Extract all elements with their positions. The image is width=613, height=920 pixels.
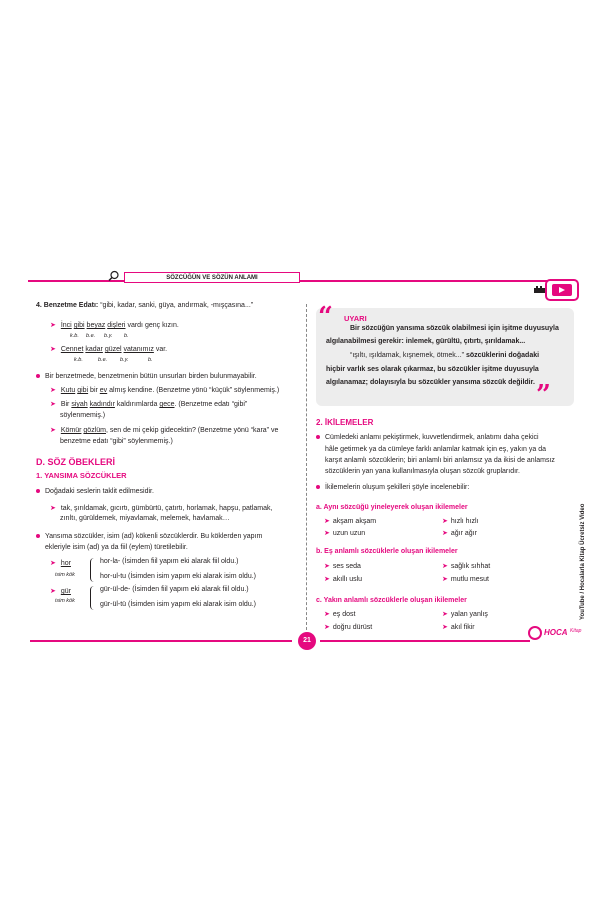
sub3-w2: gözlüm <box>83 427 106 434</box>
root2-derivation-2: gür-ül-tü (İsimden isim yapım eki alarak isim oldu.) <box>100 601 256 608</box>
bullet-3 <box>36 533 262 540</box>
root1-derivation-1: hor-la- (İsimden fiil yapım eki alarak fiil oldu.) <box>100 558 239 565</box>
group-c-item <box>442 623 475 631</box>
group-b-item-text: sağlık sıhhat <box>450 563 491 570</box>
ex2-l1: k.b. <box>74 357 83 363</box>
warning-box <box>316 302 574 410</box>
item-4-title: Benzetme Edatı: <box>43 302 99 309</box>
ex1-rest: vardı genç kızın. <box>127 322 179 329</box>
side-label <box>580 500 594 620</box>
page-number-badge <box>298 632 316 650</box>
sub3-w1: Kömür <box>60 427 82 434</box>
right-bullet-2 <box>316 484 469 491</box>
root1-derivation-2: hor-ul-tu (İsimden isim yapım eki alarak isim oldu.) <box>100 573 256 580</box>
root2-word: gür <box>60 588 71 595</box>
sub3-rest: , sen de mi çekip gidecektin? (Benzetme yönü “kara” ve <box>105 427 279 434</box>
bullet-icon <box>316 485 320 489</box>
sub2-rest: . (Benzetme edatı “gibi” <box>174 401 248 408</box>
right-bullet1-l3: karşıt anlamlı sözcüklerin; biri anlamlı biri anlamsız ya da ikisi de anlamsız <box>325 457 555 464</box>
sub-2-line2: söylenmemiş.) <box>60 412 106 419</box>
bullet-3-line2: ekleriyle isim (ad) ya da fiil (eylem) türetilebilir. <box>45 544 188 551</box>
ex1-w2: gibi <box>73 322 85 329</box>
sub1-mid: bir <box>90 387 98 394</box>
group-b-item-text: ses seda <box>332 563 361 570</box>
sub-3 <box>50 426 278 434</box>
group-c-item-text: akıl fikir <box>450 624 475 631</box>
ex2-l3: b.y. <box>120 357 129 363</box>
magnifier-icon <box>108 270 120 282</box>
bullet-1 <box>36 373 257 380</box>
ex2-w4: vatanımız <box>123 346 154 353</box>
section-2-title: 2. İKİLEMELER <box>316 418 374 427</box>
bullet-3-line1: Yansıma sözcükler, isim (ad) kökenli sözcüklerdir. Bu köklerden yapım <box>45 533 263 540</box>
item-4-text: “gibi, kadar, sanki, güya, andırmak, -mışçasına...” <box>100 302 254 309</box>
root1-word: hor <box>60 560 71 567</box>
right-bullet1-l1: Cümledeki anlamı pekiştirmek, kuvvetlendirmek, anlatımı daha çekici <box>325 434 539 441</box>
right-bullet1-l2: hâle getirmek ya da cümleye farklı anlamlar katmak için eş, yakın ya da <box>325 446 546 453</box>
header-bar <box>28 270 548 284</box>
section-d-title: D. SÖZ ÖBEKLERİ <box>36 457 116 467</box>
right-bullet2-text: İkilemelerin oluşum şekilleri şöyle incelenebilir: <box>325 484 470 491</box>
warning-p2 <box>350 352 539 359</box>
ex2-w1: Cennet <box>60 346 84 353</box>
sub1-w3: ev <box>99 387 108 394</box>
example-1 <box>50 321 179 329</box>
group-b-item <box>324 562 361 570</box>
arrow-icon: ➤ <box>50 322 56 329</box>
sub2-pre: Bir <box>60 401 70 408</box>
arrow-icon: ➤ <box>50 427 56 434</box>
arrow-icon: ➤ <box>442 518 448 525</box>
right-bullet-1 <box>316 434 539 441</box>
footer-line-right <box>320 640 530 642</box>
warning-p2b: sözcüklerini doğadaki <box>465 352 540 359</box>
sub-1 <box>50 386 279 394</box>
group-a-item <box>324 517 376 525</box>
arrow-icon: ➤ <box>324 611 330 618</box>
group-c-title: c. Yakın anlamlı sözcüklerle oluşan ikilemeler <box>316 597 467 604</box>
group-c-item <box>442 610 488 618</box>
group-c-item-text: yalan yanlış <box>450 611 488 618</box>
group-a-item-text: ağır ağır <box>450 530 477 537</box>
root-2 <box>50 587 71 595</box>
group-b-item <box>442 562 490 570</box>
arrow-icon: ➤ <box>442 611 448 618</box>
sub1-rest: almış kendine. (Benzetme yönü “küçük” söylenmemiş.) <box>109 387 280 394</box>
ex1-l1: k.b. <box>70 333 79 339</box>
ex2-w3: güzel <box>104 346 122 353</box>
arrow-icon: ➤ <box>50 560 56 567</box>
ex1-l4: b. <box>124 333 129 339</box>
group-b-item <box>324 575 362 583</box>
warning-p2c: hiçbir varlık ses olarak çıkarmaz, bu sözcükler işitme duyusuyla <box>326 366 539 373</box>
group-a-title: a. Aynı sözcüğü yineleyerek oluşan ikilemeler <box>316 504 468 511</box>
footer-line-left <box>30 640 292 642</box>
arrow-icon: ➤ <box>50 401 56 408</box>
sub2-mid: kaldırımlarda <box>116 401 158 408</box>
group-c-item <box>324 623 372 631</box>
group-a-item <box>442 517 479 525</box>
arrow-icon: ➤ <box>50 387 56 394</box>
ex2-l2: b.e. <box>98 357 108 363</box>
group-a-item-text: uzun uzun <box>332 530 366 537</box>
brace-icon <box>90 558 96 582</box>
bullet-icon <box>316 435 320 439</box>
brand-logo <box>528 624 584 644</box>
warning-p1b: algılanabilmesi gerekir: inlemek, gürültü, çıtırtı, şırıldamak... <box>326 338 526 345</box>
arrow-icon: ➤ <box>442 530 448 537</box>
group-b-title: b. Eş anlamlı sözcüklerle oluşan ikilemeler <box>316 548 458 555</box>
ex1-l2: b.e. <box>86 333 96 339</box>
group-c-item-text: eş dost <box>332 611 356 618</box>
bullet-icon <box>36 374 40 378</box>
media-tabs-icon <box>534 276 582 302</box>
side-text: YouTube / Hocalarla Kitap Ücretsiz Video <box>580 503 586 620</box>
arrow-icon: ➤ <box>442 624 448 631</box>
right-bullet1-l4: sözcüklerin yan yana kullanılmasıyla oluşan sözcük gruplarıdır. <box>325 468 520 475</box>
section-1-title: 1. YANSIMA SÖZCÜKLER <box>36 471 127 480</box>
group-a-item <box>442 529 477 537</box>
group-a-item <box>324 529 365 537</box>
bullet-2 <box>36 488 154 495</box>
quote-open-icon: “ <box>318 302 333 332</box>
root-1-label: isim kök <box>55 572 75 578</box>
root-2-label: isim kök <box>55 598 75 604</box>
header-title: SÖZCÜĞÜN VE SÖZÜN ANLAMI <box>166 275 258 281</box>
group-c-item <box>324 610 355 618</box>
root2-derivation-1: gür-ül-de- (İsimden fiil yapım eki alarak fiil oldu.) <box>100 586 249 593</box>
sub4-line1: tak, şırıldamak, gıcırtı, gümbürtü, çatırtı, horlamak, hapşu, patlamak, <box>60 505 273 512</box>
example-2 <box>50 345 167 353</box>
ex1-w3: beyaz <box>86 322 106 329</box>
arrow-icon: ➤ <box>50 505 56 512</box>
page-number: 21 <box>303 637 311 644</box>
sub-4-line2: zırıltı, gürüldemek, miyavlamak, melemek, havlamak… <box>60 515 230 522</box>
arrow-icon: ➤ <box>324 624 330 631</box>
warning-p2a: “ışıltı, ışıldamak, kışnemek, ötmek...” <box>350 352 464 359</box>
group-a-item-text: akşam akşam <box>332 518 377 525</box>
group-b-item <box>442 575 489 583</box>
warning-p1a: Bir sözcüğün yansıma sözcük olabilmesi için işitme duyusuyla <box>350 325 559 332</box>
group-b-item-text: akıllı uslu <box>332 576 363 583</box>
bullet-icon <box>36 534 40 538</box>
ex1-w1: İnci <box>60 322 72 329</box>
sub2-w2: kadındır <box>89 401 115 408</box>
arrow-icon: ➤ <box>442 563 448 570</box>
sub1-w1: Kutu <box>60 387 76 394</box>
ex1-l3: b.y. <box>104 333 113 339</box>
bullet-1-text: Bir benzetmede, benzetmenin bütün unsurları birden bulunmayabilir. <box>45 373 257 380</box>
arrow-icon: ➤ <box>324 563 330 570</box>
ex2-rest: var. <box>155 346 168 353</box>
ex2-w2: kadar <box>85 346 103 353</box>
sub-3-line2: benzetme edatı “gibi” söylenmemiş.) <box>60 438 173 445</box>
quote-close-icon: ” <box>536 380 551 410</box>
arrow-icon: ➤ <box>324 518 330 525</box>
item-4 <box>36 302 253 309</box>
warning-p2d: algılanamaz; dolayısıyla bu sözcükler yansıma sözcük değildir. <box>326 379 535 386</box>
arrow-icon: ➤ <box>324 530 330 537</box>
logo-tail: Kitap <box>570 628 582 634</box>
logo-mark-icon <box>528 626 542 640</box>
group-a-item-text: hızlı hızlı <box>450 518 479 525</box>
arrow-icon: ➤ <box>324 576 330 583</box>
column-divider <box>306 304 307 630</box>
header-title-box <box>124 272 300 283</box>
sub-4 <box>50 504 272 512</box>
logo-text: HOCA <box>544 628 568 637</box>
ex2-l4: b. <box>148 357 153 363</box>
arrow-icon: ➤ <box>442 576 448 583</box>
item-4-num: 4. <box>36 302 42 309</box>
sub2-w1: siyah <box>71 401 88 408</box>
warning-title: UYARI <box>344 314 367 323</box>
ex1-w4: dişleri <box>107 322 126 329</box>
group-b-item-text: mutlu mesut <box>450 576 489 583</box>
group-c-item-text: doğru dürüst <box>332 624 373 631</box>
root-1 <box>50 559 71 567</box>
arrow-icon: ➤ <box>50 588 56 595</box>
sub1-w2: gibi <box>77 387 89 394</box>
arrow-icon: ➤ <box>50 346 56 353</box>
sub-2 <box>50 400 247 408</box>
bullet-2-text: Doğadaki seslerin taklit edilmesidir. <box>45 488 154 495</box>
sub2-w3: gece <box>159 401 175 408</box>
bullet-icon <box>36 489 40 493</box>
brace-icon <box>90 586 96 610</box>
